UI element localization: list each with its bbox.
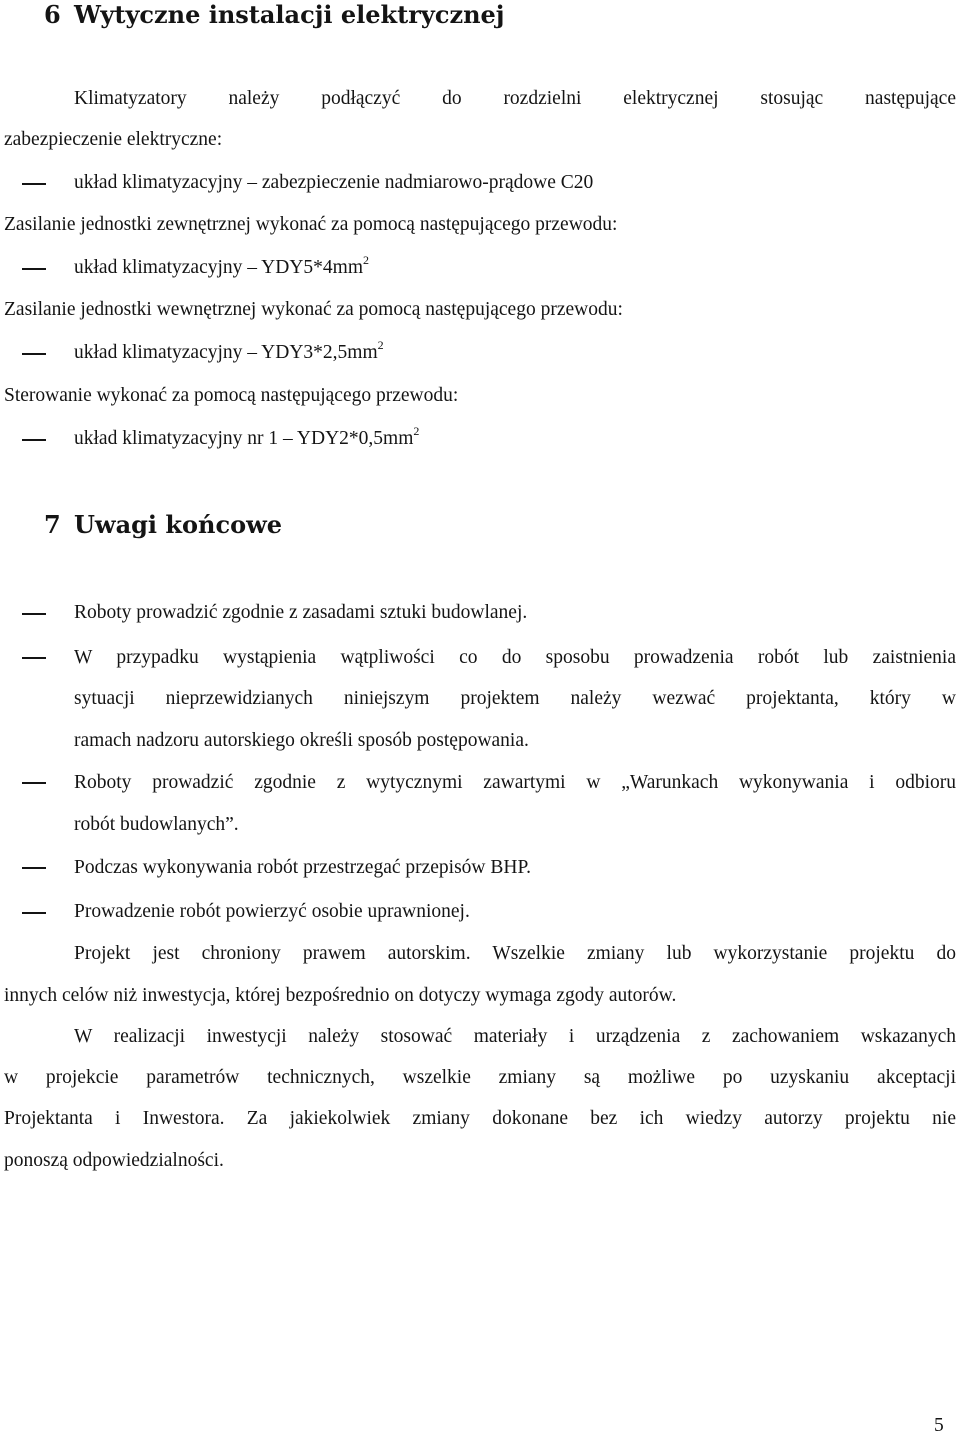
list-dash <box>22 439 46 441</box>
list-dash <box>22 183 46 185</box>
materials-para-line-1: W realizacji inwestycji należy stosować materiały i urządzenia z zachowaniem wskazanych <box>74 1026 956 1047</box>
list-dash <box>22 268 46 270</box>
section-6-title: Wytyczne instalacji elektrycznej <box>74 0 505 29</box>
remark-bullet-3-line-2: robót budowlanych”. <box>74 814 239 835</box>
materials-para-line-2: w projekcie parametrów technicznych, wszelkie zmiany są możliwe po uzyskaniu akceptacji <box>4 1067 956 1088</box>
remark-bullet-1: Roboty prowadzić zgodnie z zasadami sztuki budowlanej. <box>74 602 528 623</box>
indoor-supply-intro: Zasilanie jednostki wewnętrznej wykonać za pomocą następującego przewodu: <box>4 299 623 320</box>
list-item-indoor-text: układ klimatyzacyjny – YDY3*2,5mm <box>74 342 378 363</box>
list-item-indoor-cable <box>74 340 384 366</box>
remark-bullet-3-line-1: Roboty prowadzić zgodnie z wytycznymi zawartymi w „Warunkach wykonywania i odbioru <box>74 772 956 793</box>
materials-para-line-4: ponoszą odpowiedzialności. <box>4 1150 224 1171</box>
list-item-protection-text: układ klimatyzacyjny – zabezpieczenie nadmiarowo-prądowe C20 <box>74 172 594 193</box>
copyright-para-line-2: innych celów niż inwestycja, której bezpośrednio on dotyczy wymaga zgody autorów. <box>4 985 677 1006</box>
list-item-outdoor-cable <box>74 255 369 281</box>
list-item-control-cable <box>74 426 419 452</box>
materials-para-line-3: Projektanta i Inwestora. Za jakiekolwiek zmiany dokonane bez ich wiedzy autorzy projektu nie <box>4 1108 956 1129</box>
remark-bullet-5: Prowadzenie robót powierzyć osobie uprawnionej. <box>74 901 470 922</box>
section-7-heading <box>44 510 282 540</box>
section-6-number: 6 <box>44 0 61 29</box>
page-number: 5 <box>934 1415 944 1436</box>
list-dash <box>22 782 46 784</box>
list-dash <box>22 912 46 914</box>
list-dash <box>22 613 46 615</box>
list-item-control-text: układ klimatyzacyjny nr 1 – YDY2*0,5mm <box>74 428 414 449</box>
list-dash <box>22 353 46 355</box>
remark-bullet-2-line-1: W przypadku wystąpienia wątpliwości co do sposobu prowadzenia robót lub zaistnienia <box>74 647 956 668</box>
section-7-title: Uwagi końcowe <box>74 510 283 539</box>
superscript: 2 <box>363 253 370 267</box>
control-cable-intro: Sterowanie wykonać za pomocą następującego przewodu: <box>4 385 459 406</box>
superscript: 2 <box>413 424 420 438</box>
section-7-number: 7 <box>44 510 61 539</box>
section-6-heading <box>44 0 504 30</box>
outdoor-supply-intro: Zasilanie jednostki zewnętrznej wykonać za pomocą następującego przewodu: <box>4 214 618 235</box>
remark-bullet-4: Podczas wykonywania robót przestrzegać przepisów BHP. <box>74 857 532 878</box>
intro-line-2: zabezpieczenie elektryczne: <box>4 129 223 150</box>
remark-bullet-2-line-3: ramach nadzoru autorskiego określi sposób postępowania. <box>74 730 529 751</box>
intro-line-1: Klimatyzatory należy podłączyć do rozdzielni elektrycznej stosując następujące <box>74 88 956 109</box>
superscript: 2 <box>377 338 384 352</box>
copyright-para-line-1: Projekt jest chroniony prawem autorskim. Wszelkie zmiany lub wykorzystanie projektu do <box>74 943 956 964</box>
list-dash <box>22 867 46 869</box>
list-item-protection <box>74 170 593 196</box>
remark-bullet-2-line-2: sytuacji nieprzewidzianych niniejszym projektem należy wezwać projektanta, który w <box>74 688 956 709</box>
list-item-outdoor-text: układ klimatyzacyjny – YDY5*4mm <box>74 257 364 278</box>
list-dash <box>22 657 46 659</box>
